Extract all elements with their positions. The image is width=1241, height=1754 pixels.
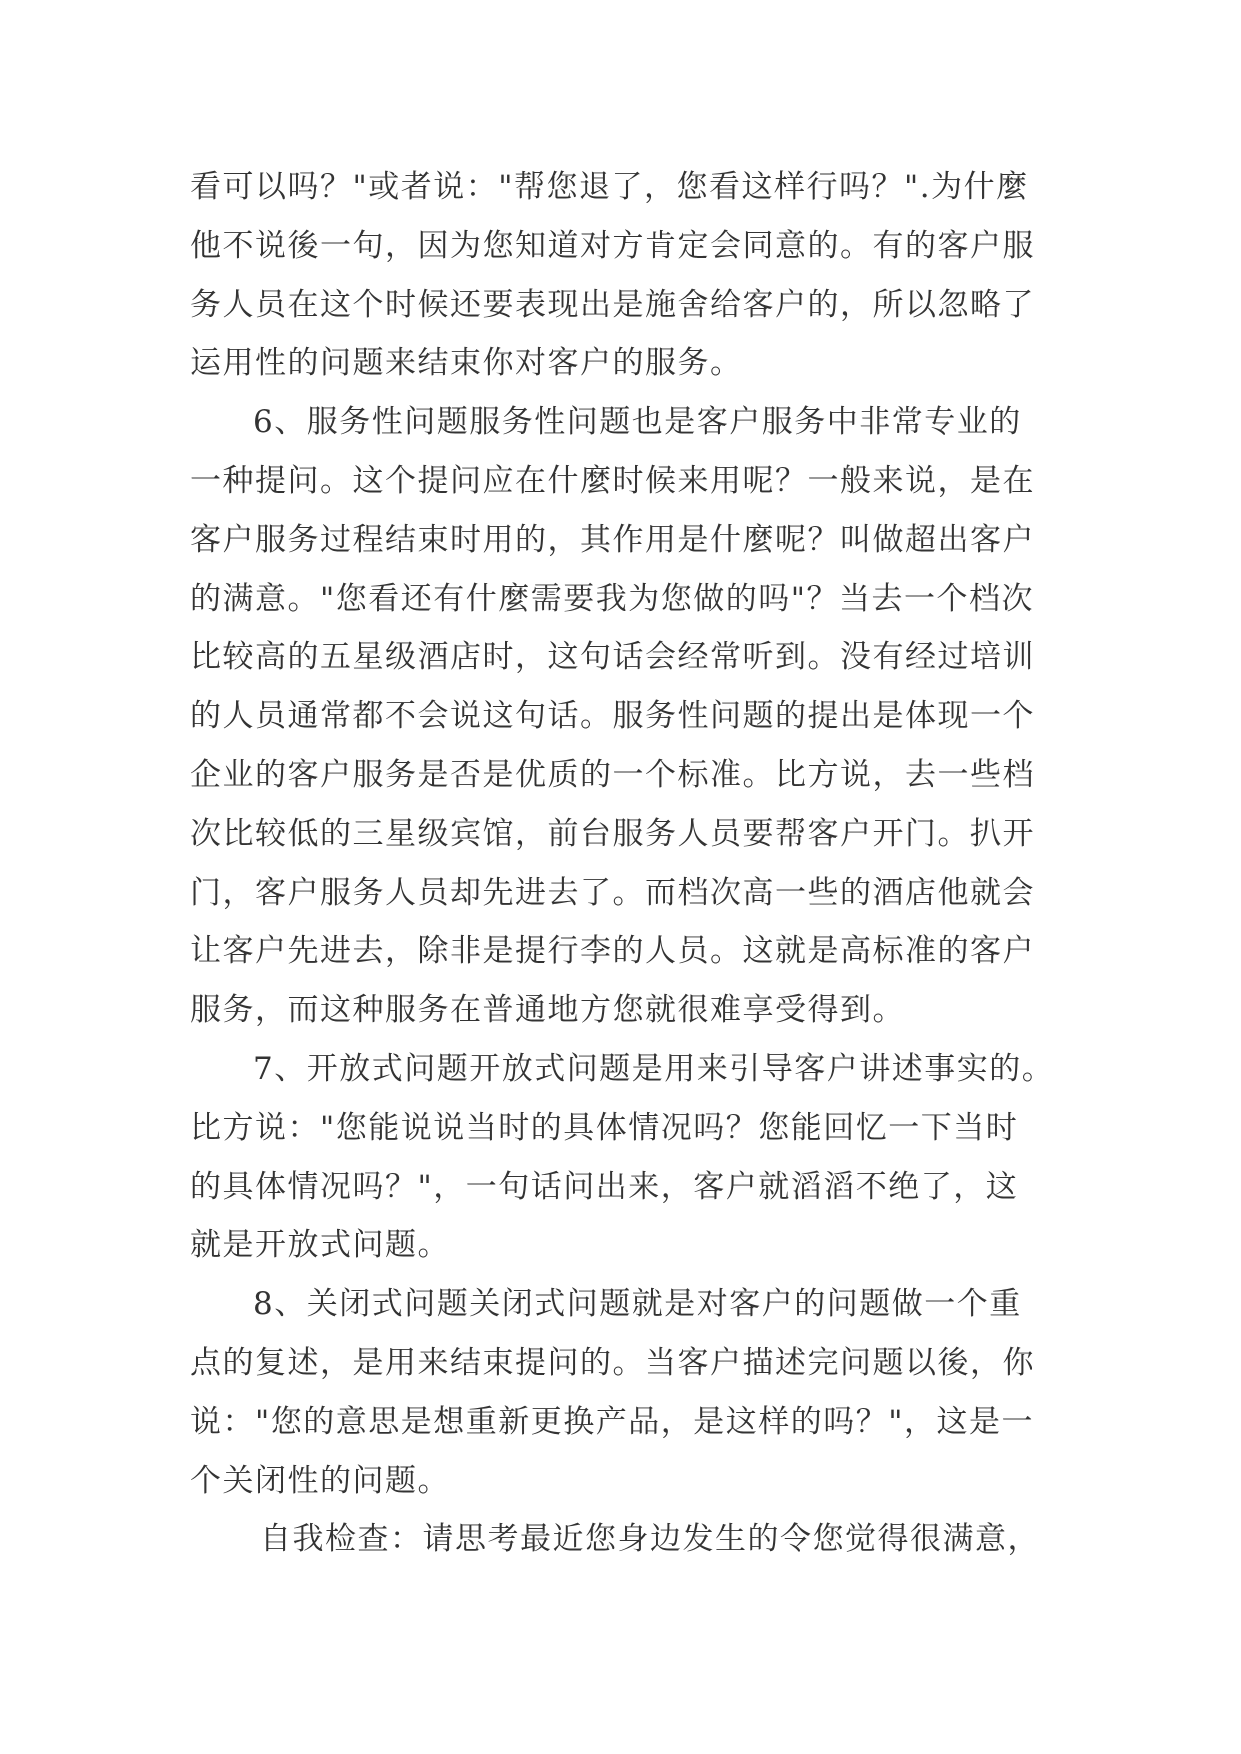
text-line: 说："您的意思是想重新更换产品，是这样的吗？"，这是一 xyxy=(190,1403,1035,1440)
text-line: 的具体情况吗？"，一句话问出来，客户就滔滔不绝了，这 xyxy=(190,1168,1019,1205)
text-line: 的人员通常都不会说这句话。服务性问题的提出是体现一个 xyxy=(190,698,1035,735)
text-line: 一种提问。这个提问应在什麼时候来用呢？一般来说，是在 xyxy=(190,462,1035,499)
body-text xyxy=(190,158,1070,1569)
paragraph-7-start: 7、开放式问题开放式问题是用来引导客户讲述事实的。 xyxy=(253,1050,1055,1087)
text-line: 运用性的问题来结束你对客户的服务。 xyxy=(190,345,743,382)
text-line: 让客户先进去，除非是提行李的人员。这就是高标准的客户 xyxy=(190,933,1035,970)
text-line: 企业的客户服务是否是优质的一个标准。比方说，去一些档 xyxy=(190,756,1035,793)
text-line: 门，客户服务人员却先进去了。而档次高一些的酒店他就会 xyxy=(190,874,1035,911)
paragraph-8-start: 8、关闭式问题关闭式问题就是对客户的问题做一个重 xyxy=(253,1286,1022,1323)
text-line: 看可以吗？"或者说："帮您退了，您看这样行吗？".为什麼 xyxy=(190,169,1029,205)
text-line: 个关闭性的问题。 xyxy=(190,1462,450,1499)
paragraph-6-start: 6、服务性问题服务性问题也是客户服务中非常专业的 xyxy=(253,404,1022,441)
text-line: 比方说："您能说说当时的具体情况吗？您能回忆一下当时 xyxy=(190,1109,1019,1146)
text-line: 点的复述，是用来结束提问的。当客户描述完问题以後，你 xyxy=(190,1344,1035,1381)
text-line: 就是开放式问题。 xyxy=(190,1227,450,1264)
text-line: 的满意。"您看还有什麼需要我为您做的吗"？当去一个档次 xyxy=(190,580,1035,617)
text-line: 务人员在这个时候还要表现出是施舍给客户的，所以忽略了 xyxy=(190,286,1035,323)
self-check-paragraph: 自我检查：请思考最近您身边发生的令您觉得很满意， xyxy=(260,1521,1040,1558)
text-line: 次比较低的三星级宾馆，前台服务人员要帮客户开门。扒开 xyxy=(190,815,1035,852)
text-line: 比较高的五星级酒店时，这句话会经常听到。没有经过培训 xyxy=(190,639,1035,676)
text-line: 客户服务过程结束时用的，其作用是什麼呢？叫做超出客户 xyxy=(190,521,1035,558)
text-line: 服务，而这种服务在普通地方您就很难享受得到。 xyxy=(190,992,905,1029)
text-line: 他不说後一句，因为您知道对方肯定会同意的。有的客户服 xyxy=(190,227,1035,264)
